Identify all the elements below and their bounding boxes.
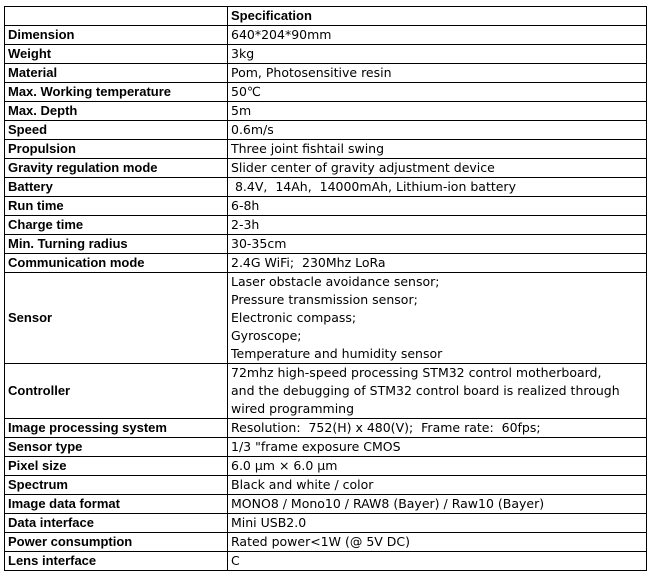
row-label: Image processing system (5, 419, 228, 438)
specification-table (4, 6, 647, 571)
row-label: Min. Turning radius (5, 235, 228, 254)
controller-line: wired programming (231, 401, 355, 416)
sensor-line: Gyroscope; (231, 328, 302, 343)
table-row (5, 121, 647, 140)
sensor-line: Pressure transmission sensor; (231, 292, 418, 307)
row-label: Power consumption (5, 533, 228, 552)
row-label: Pixel size (5, 457, 228, 476)
table-row (5, 45, 647, 64)
table-row (5, 457, 647, 476)
row-value: Black and white / color (228, 476, 647, 495)
table-row (5, 419, 647, 438)
row-value: Three joint fishtail swing (228, 140, 647, 159)
row-label: Gravity regulation mode (5, 159, 228, 178)
header-label-cell (5, 7, 228, 26)
table-row (5, 83, 647, 102)
sensor-line: Temperature and humidity sensor (231, 346, 443, 361)
row-label: Communication mode (5, 254, 228, 273)
controller-line: and the debugging of STM32 control board is realized through (231, 383, 620, 398)
table-header-row (5, 7, 647, 26)
row-value: Resolution: 752(H) x 480(V); Frame rate: 60fps; (228, 419, 647, 438)
row-value: Mini USB2.0 (228, 514, 647, 533)
row-label: Image data format (5, 495, 228, 514)
row-label: Run time (5, 197, 228, 216)
table-row (5, 495, 647, 514)
row-label: Controller (5, 364, 228, 419)
row-label: Data interface (5, 514, 228, 533)
table-row (5, 216, 647, 235)
row-label: Weight (5, 45, 228, 64)
row-value: 2.4G WiFi; 230Mhz LoRa (228, 254, 647, 273)
row-value: Slider center of gravity adjustment device (228, 159, 647, 178)
row-label: Material (5, 64, 228, 83)
row-label: Sensor (5, 273, 228, 364)
row-value: 3kg (228, 45, 647, 64)
row-value: 0.6m/s (228, 121, 647, 140)
row-label: Dimension (5, 26, 228, 45)
row-value: 8.4V, 14Ah, 14000mAh, Lithium-ion battery (228, 178, 647, 197)
controller-value (228, 364, 647, 419)
table-row (5, 254, 647, 273)
row-value: C (228, 552, 647, 571)
row-label: Speed (5, 121, 228, 140)
table-row (5, 102, 647, 121)
row-value: 5m (228, 102, 647, 121)
table-row (5, 26, 647, 45)
row-value: Rated power<1W (@ 5V DC) (228, 533, 647, 552)
row-label: Propulsion (5, 140, 228, 159)
table-row-controller (5, 364, 647, 419)
row-label: Charge time (5, 216, 228, 235)
row-value: 6.0 μm × 6.0 μm (228, 457, 647, 476)
row-label: Max. Working temperature (5, 83, 228, 102)
table-row (5, 140, 647, 159)
row-value: 30-35cm (228, 235, 647, 254)
table-row (5, 552, 647, 571)
table-row (5, 178, 647, 197)
table-row (5, 235, 647, 254)
sensor-line: Laser obstacle avoidance sensor; (231, 274, 440, 289)
row-value: 50℃ (228, 83, 647, 102)
table-row (5, 514, 647, 533)
row-value: 640*204*90mm (228, 26, 647, 45)
row-value: Pom, Photosensitive resin (228, 64, 647, 83)
table-row (5, 438, 647, 457)
table-row (5, 159, 647, 178)
table-row (5, 476, 647, 495)
sensor-value (228, 273, 647, 364)
table-row-sensor (5, 273, 647, 364)
table-row (5, 197, 647, 216)
row-value: 2-3h (228, 216, 647, 235)
table-row (5, 533, 647, 552)
row-label: Lens interface (5, 552, 228, 571)
row-label: Spectrum (5, 476, 228, 495)
row-value: 1/3 "frame exposure CMOS (228, 438, 647, 457)
table-row (5, 64, 647, 83)
row-label: Max. Depth (5, 102, 228, 121)
header-specification: Specification (228, 7, 647, 26)
sensor-line: Electronic compass; (231, 310, 357, 325)
row-value: 6-8h (228, 197, 647, 216)
controller-line: 72mhz high-speed processing STM32 control motherboard, (231, 365, 602, 380)
row-label: Battery (5, 178, 228, 197)
row-label: Sensor type (5, 438, 228, 457)
row-value: MONO8 / Mono10 / RAW8 (Bayer) / Raw10 (Bayer) (228, 495, 647, 514)
